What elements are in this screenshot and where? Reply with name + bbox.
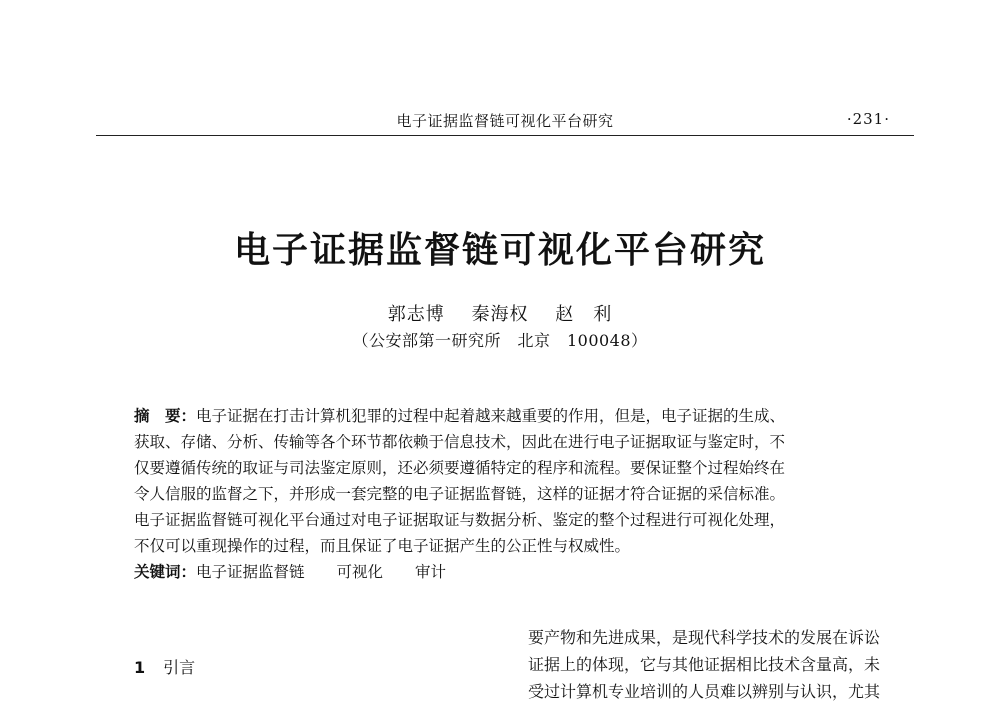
section-number: 1 xyxy=(134,658,146,677)
abstract-line: 仅要遵循传统的取证与司法鉴定原则，还必须要遵循特定的程序和流程。要保证整个过程始终在 xyxy=(134,459,786,477)
abstract-line: 不仅可以重现操作的过程，而且保证了电子证据产生的公正性与权威性。 xyxy=(134,537,631,555)
header-rule xyxy=(96,135,914,136)
abstract-line: 令人信服的监督之下，并形成一套完整的电子证据监督链，这样的证据才符合证据的采信标准。 xyxy=(134,485,786,503)
author-list xyxy=(0,300,1000,326)
page-number: ·231· xyxy=(846,110,890,128)
section-heading xyxy=(134,655,195,678)
author: 赵 利 xyxy=(555,304,613,325)
body-text-right-column xyxy=(528,624,920,705)
keywords xyxy=(134,560,478,582)
paper-title: 电子证据监督链可视化平台研究 xyxy=(233,230,766,271)
keyword: 审计 xyxy=(415,563,447,581)
author: 秦海权 xyxy=(471,304,529,325)
keyword: 电子证据监督链 xyxy=(196,563,305,581)
section-title: 引言 xyxy=(163,658,196,677)
keyword: 可视化 xyxy=(336,563,384,581)
author: 郭志博 xyxy=(387,304,445,325)
body-line: 要产物和先进成果，是现代科学技术的发展在诉讼 xyxy=(528,628,881,647)
affiliation: （公安部第一研究所 北京 100048） xyxy=(352,331,648,350)
abstract-label: 摘 要： xyxy=(134,407,197,425)
body-line: 受过计算机专业培训的人员难以辨别与认识，尤其 xyxy=(528,682,881,701)
abstract-text: 电子证据在打击计算机犯罪的过程中起着越来越重要的作用，但是，电子证据的生成、 xyxy=(196,407,786,425)
keywords-label: 关键词： xyxy=(134,563,197,581)
abstract-line xyxy=(134,403,894,429)
abstract-line: 电子证据监督链可视化平台通过对电子证据取证与数据分析、鉴定的整个过程进行可视化处理， xyxy=(134,511,786,529)
running-head-title: 电子证据监督链可视化平台研究 xyxy=(396,112,614,130)
running-head xyxy=(96,106,914,134)
body-line: 证据上的体现，它与其他证据相比技术含量高，未 xyxy=(528,655,881,674)
abstract xyxy=(134,403,894,559)
abstract-line: 获取、存储、分析、传输等各个环节都依赖于信息技术，因此在进行电子证据取证与鉴定时，不 xyxy=(134,433,786,451)
